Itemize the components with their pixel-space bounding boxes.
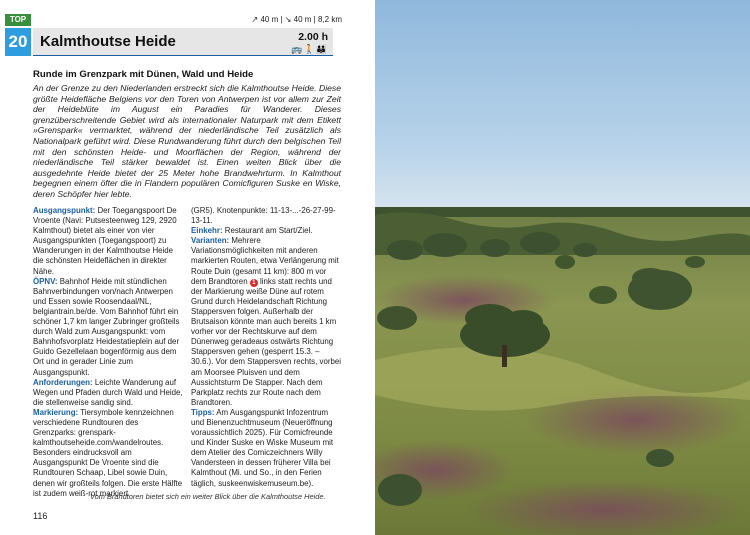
info-label: ÖPNV: [33, 276, 58, 286]
duration: 2.00 h [298, 31, 328, 43]
bus-icon: 🚌 [291, 44, 304, 54]
info-paragraph [191, 226, 341, 236]
shrub [685, 256, 705, 268]
shrub [646, 449, 674, 467]
info-label: Anforderungen: [33, 377, 93, 387]
tour-icons [291, 44, 328, 55]
family-icon: 👪 [315, 44, 328, 54]
page-title: Kalmthoutse Heide [40, 33, 176, 50]
info-text: Bahnhof Heide mit stündlichen Bahnverbindungen von/nach Antwerpen und Essen sowie Roosendaal/NL, belgiantrain.be/de. Vom Bahnhof führt ein schöner 1,7 km langer Zubringer großteils durch Wald zum Ausgangspunkt: vom Bahnhofsvorplatz Heidestatieplein auf der Guido Gezellelaan bogenförmig aus dem Ort und in gerader Linie zum Ausgangspunkt. [33, 276, 180, 377]
info-paragraph [33, 378, 183, 408]
route-marker-icon: 1 [250, 279, 258, 287]
info-text: Der Toegangspoort De Vroente (Navi: Putsesteenweg 129, 2920 Kalmthout) bietet als einer von vier Ausgangspunkten (Toegangspoort) zu Wanderungen in der Kalmthoutse Heide die schönsten Heideflächen in direkter Nähe. [33, 206, 177, 276]
info-label: Markierung: [33, 407, 79, 417]
info-column-right [191, 206, 341, 489]
info-text: links statt rechts und der Markierung weiße Düne auf rotem Grund durch Heidelandschaft Richtung Stappersven folgen. Außerhalb der Brutsaison könnte man auch bereits 1 km vorher vor der Rechtskurve auf dem Dünenweg geradeaus ostwärts Richtung Stappersven gehen (gesperrt 15.3. – 30.6.). Vor dem Stappersven rechts, vorbei am Moorsee Pluisven und dem Aussichtsturm De Stapper. Nach dem Parkplatz rechts zur Route nach dem Brandtoren. [191, 276, 341, 407]
heathland-landscape-image [375, 0, 750, 535]
info-paragraph [33, 408, 183, 499]
info-label: Einkehr: [191, 226, 223, 236]
info-column-left [33, 206, 183, 499]
elevation-distance-stats: ↗ 40 m | ↘ 40 m | 8,2 km [251, 15, 342, 24]
info-paragraph [33, 206, 183, 277]
info-paragraph [191, 236, 341, 408]
shrub [378, 474, 422, 506]
shrub [555, 255, 575, 269]
top-badge: TOP [5, 14, 31, 26]
tour-number-badge: 20 [5, 28, 31, 56]
info-label: Tipps: [191, 407, 215, 417]
hiking-icon: 🚶 [303, 44, 316, 54]
subtitle: Runde im Grenzpark mit Dünen, Wald und Heide [33, 69, 254, 80]
info-text: (GR5). Knotenpunkte: 11-13-...-26-27-99-13-11. [191, 206, 336, 226]
info-paragraph [33, 277, 183, 378]
info-paragraph [191, 206, 341, 226]
page-number: 116 [33, 511, 48, 521]
info-text: Leichte Wanderung auf Wegen und Pfaden durch Wald und Heide, die stellenweise sandig sind. [33, 377, 183, 407]
info-label: Varianten: [191, 236, 230, 246]
info-text: Am Ausgangspunkt Infozentrum und Bienenzuchtmuseum (Neueröffnung voraussichtlich 2025). Für Comicfreunde und Kinder Suske en Wiske Museum mit dem Atelier des Comiczeichners Willy Vandersteen in dessen früherer Villa bei Kalmthout (Mi. und So., in den Ferien täglich, suskeenwiskemuseum.be). [191, 407, 334, 488]
photo-caption: Vom Brandtoren bietet sich ein weiter Blick über die Kalmthoutse Heide. [90, 492, 326, 501]
info-label: Ausgangspunkt: [33, 206, 96, 215]
info-text: Mehrere Variationsmöglichkeiten mit anderen markierten Routen, etwa Verlängerung mit Route Duin (gesamt 11 km): 800 m vor dem Brandtoren [191, 236, 339, 286]
shrub [377, 306, 417, 330]
info-text: Restaurant am Start/Ziel. [222, 226, 313, 236]
intro-text: An der Grenze zu den Niederlanden erstreckt sich die Kalmthoutse Heide. Diese größte Heidefläche Belgiens vor den Toren von Antwerpen ist vor allem zur Zeit der Heideblüte im August ein Paradies für Wanderer. Dieses grenzüberschreitende Gebiet wird als internationaler Naturpark mit dem Etikett »Grenspark« vermarktet, während der niederländische Teil zusätzlich als Nationalpark geführt wird. Diese Rundwanderung führt durch den belgischen Teil mit den schönsten Heide- und Moorflächen der Region, während der niederländische Teil stärker bewaldet ist. Einen weiten Blick über die ausgedehnte Heide bietet der 25 Meter hohe Brandwehrturm. In Kalmthout begegnen einem öfter die in Flandern populären Comicfiguren Suske en Wiske, deren Schöpfer hier lebte. [33, 83, 341, 199]
info-text: Tiersymbole kennzeichnen verschiedene Rundtouren des Grenzparks: grensparkkalmthoutseheide.com/wandelroutes. Besonders eindrucksvoll am Ausgangspunkt De Vroente sind die Rundtouren Schaap, Libel sowie Duin, denen wir großteils folgen. Die erste Hälfte ist zudem weiß-rot markiert [33, 407, 183, 498]
shrub [589, 286, 617, 304]
sky [375, 0, 750, 210]
title-bar [33, 28, 333, 56]
heathland-photo [375, 0, 750, 535]
info-paragraph [191, 408, 341, 489]
